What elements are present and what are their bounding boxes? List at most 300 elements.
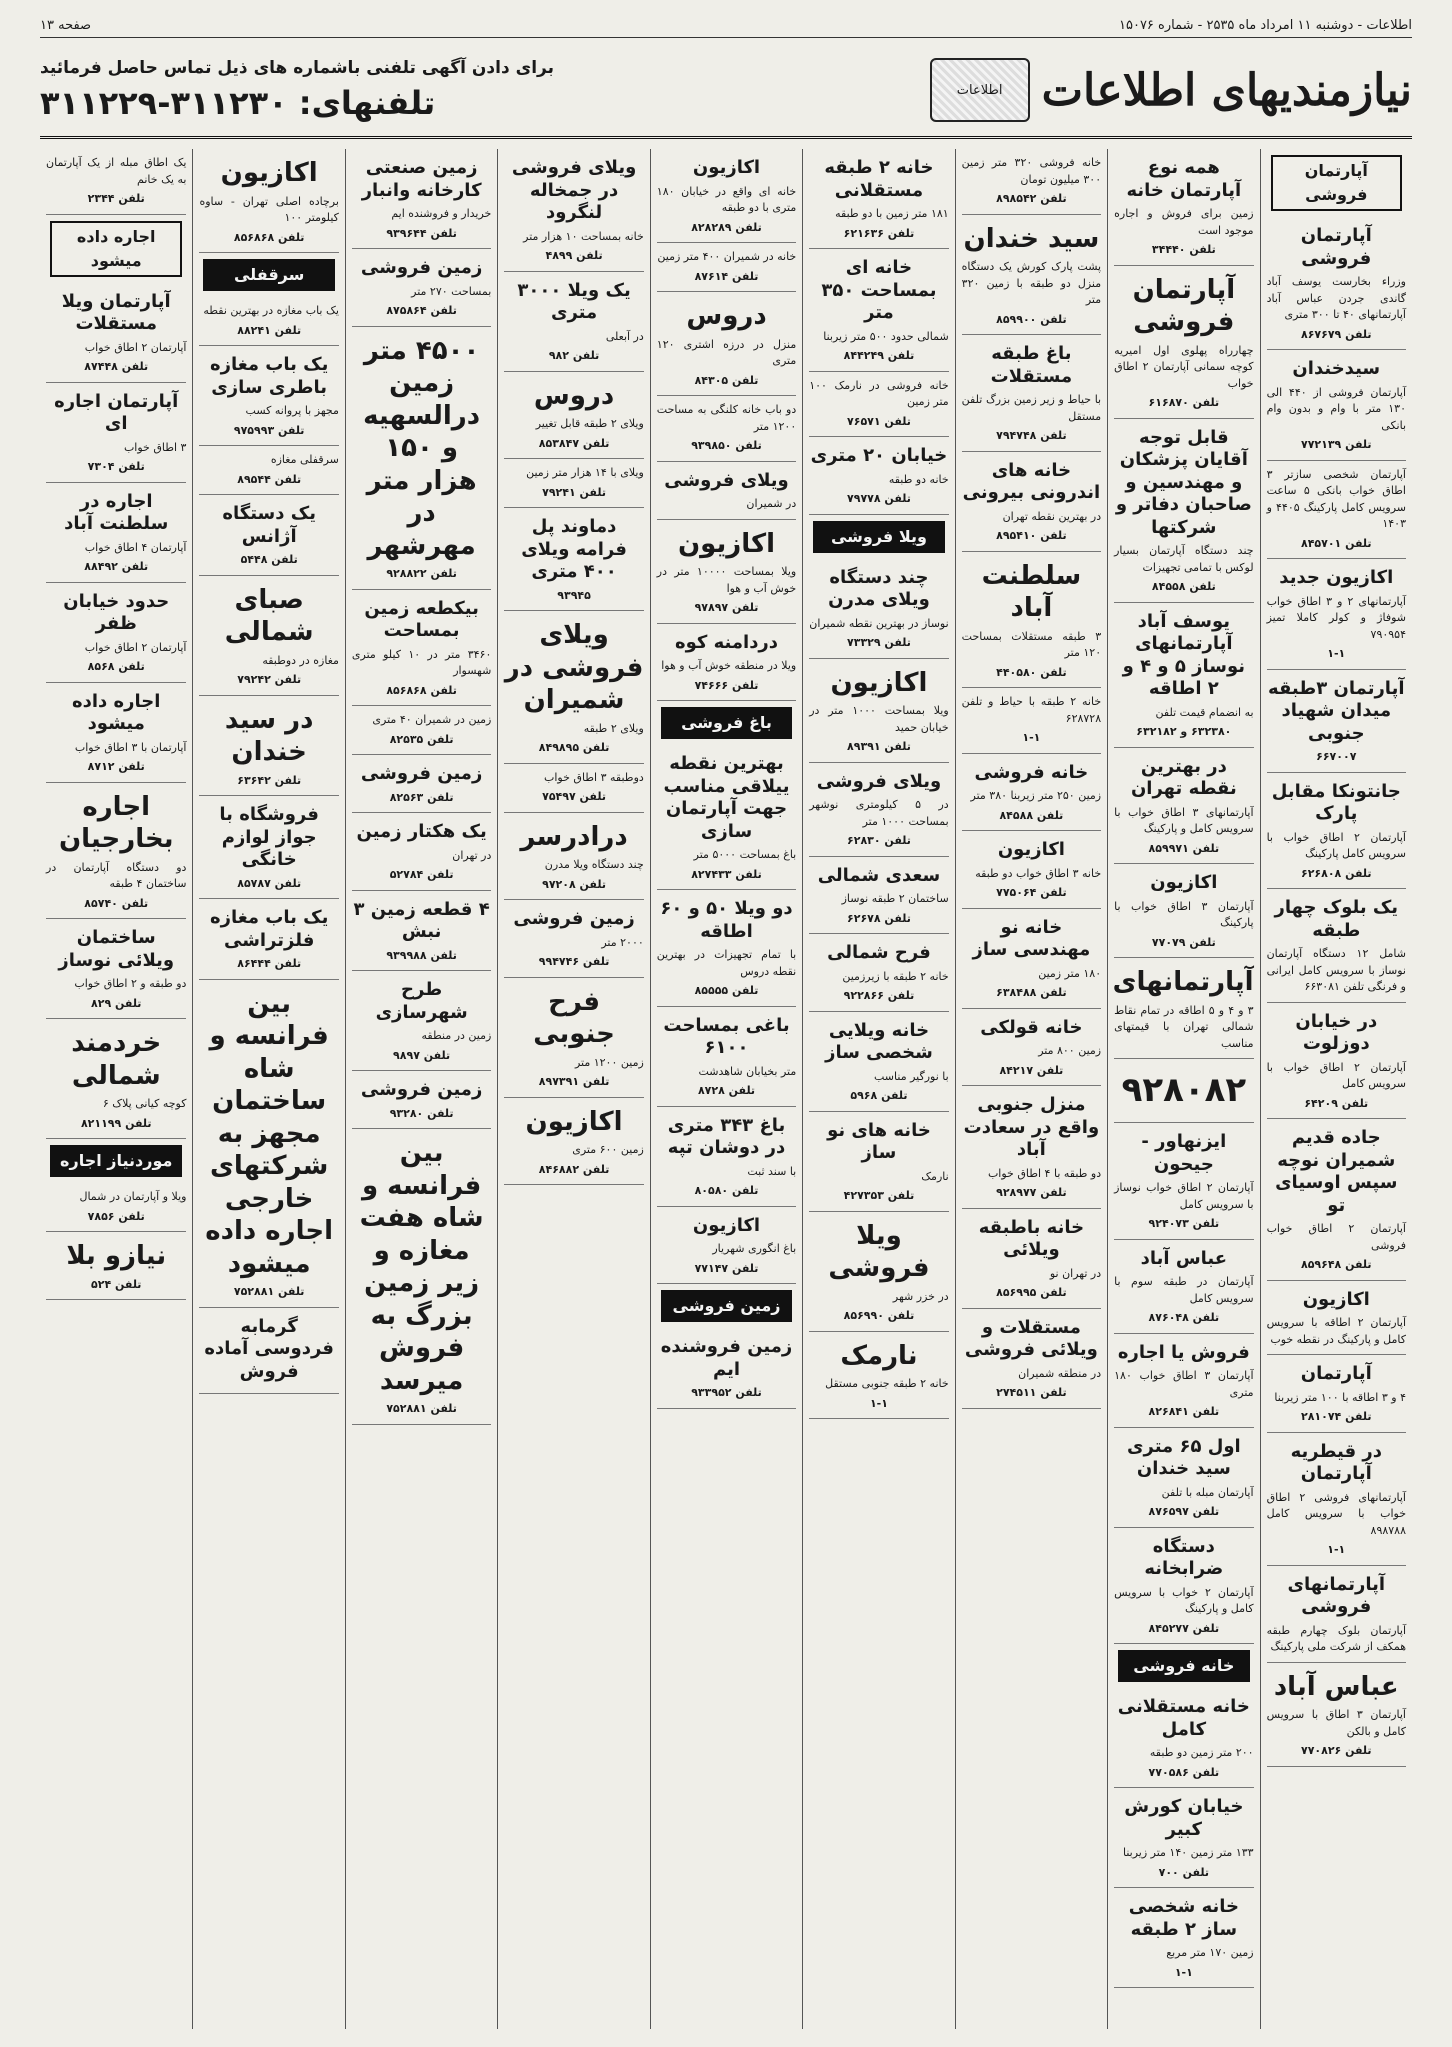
ad-body: شامل ۱۲ دستگاه آپارتمان نوساز با سرویس کامل ایرانی و فرنگی تلفن ۶۶۳۰۸۱ [1266,947,1407,993]
ad-headline: دروس [686,301,767,331]
ad-phone: تلفن ۹۳۹۹۸۸ [386,948,457,962]
ad-body: ۳ طبقه مستقلات بمساحت ۱۲۰ متر [961,629,1102,659]
ad-headline: اکازیون جدید [1279,567,1394,588]
classified-ad [504,508,643,611]
ad-body: وزراء بخارست یوسف آباد گاندی جردن عباس آباد آپارتمانهای ۴۰ تا ۳۰۰ متری [1266,275,1406,321]
classified-ad [809,934,948,1012]
ad-body: خانه ای واقع در خیابان ۱۸۰ متری با دو طبقه [656,184,797,214]
ad-phone: تلفن ۸۷۵۸۶۴ [386,304,457,317]
classified-ad [809,1112,948,1212]
ad-body: آپارتمان مبله با تلفن [1161,1485,1254,1499]
ad-phone: ۹۳۹۴۵ [557,588,591,602]
masthead-phones [40,58,554,122]
ad-phone: تلفن ۶۱۶۸۷۰ [1148,396,1220,409]
classified-ad [657,462,796,520]
classified-ad [962,215,1101,336]
ad-headline: خانه شخصی ساز ۲ طبقه [1128,1896,1239,1940]
ad-headline: حدود خیابان ظفر [63,590,170,634]
ad-body: آپارتمان در طبقه سوم با سرویس کامل [1114,1275,1254,1305]
ad-headline: بین فرانسه و شاه هفت مغازه و زیر زمین بزرگ به فروش میرسد [359,1138,484,1396]
ad-body: آپارتمان ۲ اطاق خواب [84,340,187,354]
section-header: آپارتمان فروشی [1271,155,1402,211]
section-header: اجاره داده میشود [50,221,182,277]
ad-phone: تلفن ۸۹۳۹۱ [847,740,911,753]
classified-ad [1114,266,1253,419]
classified-ad [352,590,491,707]
ad-body: ۱۸۱ متر زمین با دو طبقه [835,207,949,220]
classified-ad [46,919,186,1019]
ad-phone: تلفن ۲۸۱۰۷۴ [1300,1410,1372,1423]
ad-phone: تلفن ۷۳۳۲۹ [847,636,911,649]
ad-headline: ۴۵۰۰ متر زمین درالسهیه و ۱۵۰ هزار متر در مهرشهر [363,335,481,561]
ad-phone: تلفن ۷۳۰۴ [87,460,145,473]
ad-body: در تهران [452,848,492,862]
ad-phone: تلفن ۸۴۲۱۷ [999,1063,1064,1077]
ad-headline: خانه نو مهندسی ساز [972,916,1091,960]
classified-ad [962,335,1101,452]
classified-ad [1267,350,1406,461]
classified-ad [809,659,948,763]
classified-ad [1267,773,1406,890]
classified-ad [199,796,338,899]
ad-body: آپارتمان با ۳ اطاق خواب [74,740,187,754]
classified-ad [1114,864,1253,958]
classified-ad [657,243,796,292]
ad-phone: تلفن ۸۹۸۵۴۲ [996,192,1067,205]
classified-ad [809,1212,948,1332]
classified-ad [352,706,491,755]
classified-ad [809,372,948,438]
ad-headline: جاده قدیم شمیران نوچه سپس اوسیای تو [1275,1127,1398,1216]
ad-phone: تلفن ۸۴۵۸۸ [999,808,1064,822]
ad-phone: تلفن ۶۲۸۳۰ [847,834,911,847]
ad-phone: تلفن ۸۵۹۹۰۰ [996,312,1067,326]
ad-headline: فرح جنوبی [533,986,615,1049]
ad-column [1107,149,1259,2029]
ad-columns [40,149,1412,2029]
ad-headline: ۴ قطعه زمین ۳ نبش [353,898,490,942]
classified-ad [809,559,948,659]
ad-headline: قابل توجه آقایان پزشکان و مهندسین و صاحبان دفاتر و شرکتها [1115,426,1252,538]
classified-ad [1267,217,1406,350]
classified-ad [46,1232,186,1300]
classified-ad [199,1308,338,1395]
ad-phone: تلفن ۶۳۸۴۸۸ [996,986,1067,999]
ad-phone: ۱-۱ [1327,1543,1346,1556]
classified-ad [504,611,643,764]
ad-phone: تلفن ۸۲۶۸۴۱ [1148,1405,1220,1418]
ad-phone: تلفن ۷۵۲۸۸۱ [386,1402,457,1415]
ad-headline: بهترین نقطه ییلاقی مناسب جهت آپارتمان سازی [663,753,790,842]
classified-ad [199,980,338,1308]
ad-headline: یک دستگاه آژانس [222,503,316,547]
classified-ad [504,900,643,978]
classified-ad [1114,603,1253,748]
ad-headline: جانتونکا مقابل پارک [1271,780,1401,824]
ad-body: ۳۴۶۰ متر در ۱۰ کیلو متری شهسوار [351,647,492,677]
classified-ad [1114,1888,1253,1988]
ad-column [192,149,344,2029]
ad-headline: باغ ۳۴۳ متری در دوشان تپه [667,1114,786,1158]
ad-body: در منطقه شمیران [1018,1366,1102,1380]
ad-body: در شمیران [746,497,797,510]
classified-ad [962,831,1101,909]
ad-body: خانه فروشی در نارمک ۱۰۰ متر زمین [809,378,949,408]
classified-ad [352,1071,491,1129]
ad-headline: اکازیون [677,528,776,559]
ad-phone: تلفن ۹۳۲۸۰ [389,1106,454,1120]
ad-headline: اکازیون [1150,872,1218,893]
ad-body: متر بخیابان شاهدشت [698,1064,797,1078]
ad-phone: تلفن ۸۲۱۱۹۹ [80,1116,152,1130]
ad-phone: تلفن ۹۷۵۹۹۳ [233,423,305,437]
classified-ad [1267,1281,1406,1356]
ad-body: دو طبقه با ۴ اطاق خواب [987,1166,1102,1180]
ad-body: زمین ۶۰۰ متری [572,1143,644,1156]
ad-phone: تلفن ۷۷۵۰۶۴ [996,886,1067,899]
ad-body: سرقفلی مغازه [270,453,339,466]
classified-ad [809,1332,948,1420]
ad-body: به انضمام قیمت تلفن [1155,705,1254,719]
ad-phone: تلفن ۷۷۰۸۲۶ [1300,1744,1372,1757]
ad-phone: تلفن ۸۲۷۴۳۳ [691,867,762,881]
page-top-bar [40,18,1412,38]
ad-phone: تلفن ۸۴۹۸۹۵ [538,741,610,754]
ad-headline: خانه باطبقه ویلائی [978,1216,1085,1260]
ad-body: با حیاط و زیر زمین بزرگ تلفن مستقل [961,393,1102,423]
ad-body: ویلا بمساحت ۱۰۰۰۰ متر در خوش آب و هوا [656,565,797,595]
ad-phone: ۶۶۷۰۰۷ [1316,750,1357,763]
ad-headline: اکازیون [1302,1288,1370,1310]
ad-headline: اجاره در سلطنت آباد [64,490,169,534]
ad-headline: آپارتمان ۳طبقه میدان شهیاد جنوبی [1268,677,1405,744]
ad-headline: زمین فروشی [360,1079,483,1100]
ad-headline: یک ویلا ۳۰۰۰ متری [517,279,631,323]
classified-ad [657,520,796,624]
ad-headline: اکازیون [692,157,761,178]
ad-phone: تلفن ۸۲۹ [91,996,142,1010]
ad-body: با نورگیر مناسب [874,1069,949,1083]
classified-ad [1114,1788,1253,1888]
classified-ad [199,576,338,696]
ad-body: ۱۸۰ متر زمین [1038,966,1102,980]
ad-headline: آپارتمان فروشی [1300,225,1372,269]
ad-body: دو باب خانه کلنگی به مساحت ۱۲۰۰ متر [656,403,797,433]
ad-column [345,149,497,2029]
ad-body: خانه ۲ طبقه با زیرزمین [842,969,949,983]
ad-headline: عباس آباد [1140,1247,1228,1269]
ad-body: خانه فروشی ۳۲۰ متر زمین ۳۰۰ میلیون تومان [961,156,1102,186]
ad-phone: تلفن ۹۳۳۹۵۲ [691,1386,762,1399]
ad-body: دو طبقه و ۲ اطاق خواب [74,977,187,990]
ad-phone: ۱-۱ [1022,731,1041,744]
ad-headline: یک بلوک چهار طبقه [1274,897,1399,941]
ad-phone: تلفن ۸۵۹۶۴۸ [1300,1258,1372,1271]
ad-body: ویلای با ۱۴ هزار متر زمین [526,466,644,479]
issue-info: اطلاعات - دوشنبه ۱۱ امرداد ماه ۲۵۳۵ - شماره ۱۵۰۷۶ [1119,18,1412,33]
ad-phone: تلفن ۶۴۲۰۹ [1304,1096,1369,1110]
ad-body: آپارتمان شخصی سازتر ۳ اطاق خواب بانکی ۵ ساعت سرویس کامل پارکینگ ۴۴۰۵ و ۱۴۰۳ [1266,467,1406,530]
ad-phone: تلفن ۸۹۵۴۴ [237,472,302,486]
ad-phone: تلفن ۸۷۲۸ [697,1084,756,1097]
ad-headline: فرح شمالی [827,942,931,963]
ad-headline: دو ویلا ۵۰ و ۶۰ اطاقه [660,898,793,942]
ad-phone: تلفن ۶۲۱۶۳۶ [843,226,915,240]
classified-ad [504,978,643,1098]
ad-body: ساختمان ۲ طبقه نوساز [841,892,949,905]
ad-body: آپارتمانهای فروشی ۲ اطاق خواب با سرویس کامل ۸۹۸۷۸۸ [1266,1490,1406,1537]
ad-body: خانه ۲ طبقه با حیاط و تلفن ۶۲۸۷۲۸ [961,695,1102,725]
classified-ad [352,971,491,1071]
ad-headline: مستقلات و ویلائی فروشی [964,1316,1098,1360]
ad-phone: تلفن ۹۹۴۷۴۶ [538,955,610,968]
classified-ad [46,783,186,920]
section-header: خانه فروشی [1118,1650,1249,1682]
ad-body: باغ بمساحت ۵۰۰۰ متر [693,848,797,861]
classified-ad [1267,1663,1406,1767]
classified-ad [46,583,186,683]
ad-phone: تلفن ۷۶۵۷۱ [847,414,911,428]
classified-ad [657,396,796,462]
ad-body: چند دستگاه ویلا مدرن [544,858,644,871]
ad-body: ویلا و آپارتمان در شمال [79,1190,187,1203]
section-header: زمین فروشی [661,1290,792,1322]
section-header: باغ فروشی [661,707,792,739]
ad-phone: تلفن ۶۲۶۷۸ [847,911,911,925]
ad-body: زمین برای فروش و اجاره موجود است [1114,207,1254,237]
ad-body: آپارتمان ۲ اطاقه با سرویس کامل و پارکینگ در نقطه خوب [1266,1316,1406,1346]
classified-ad [1114,958,1253,1059]
ad-body: زمین ۱۲۰۰ متر [574,1055,644,1069]
ad-phone: تلفن ۸۴۳۰۵ [694,373,759,387]
ad-body: برچاده اصلی تهران - ساوه کیلومتر ۱۰۰ [199,194,339,224]
ad-headline: زمین فروشی [513,908,635,929]
ad-body: خانه در شمیران ۴۰۰ متر زمین [657,250,797,263]
ad-phone: تلفن ۶۳۶۴۲ [237,773,302,787]
ad-headline: عباس آباد [1273,1671,1399,1702]
ad-headline: بین فرانسه و شاه ساختمان مجهز به شرکتهای خارجی اجاره داده میشود [205,988,334,1279]
masthead-logo [930,58,1412,122]
ad-phone: تلفن ۸۹۷۳۹۱ [538,1075,610,1088]
classified-ad [809,149,948,249]
classified-ad [1267,1355,1406,1433]
classified-ad [1114,1528,1253,1645]
ad-phone: تلفن ۸۷۶۰۴۸ [1148,1311,1220,1324]
ad-body: ۱۳۳ متر زمین ۱۴۰ متر زیربنا [1122,1846,1254,1859]
ad-headline: یوسف آباد آپارتمانهای نوساز ۵ و ۴ و ۲ اطاقه [1122,610,1246,699]
ad-headline: یک باب مغازه باطری سازی [209,354,329,398]
ad-headline: خانه مستقلانی کامل [1117,1696,1250,1740]
ad-headline: خانه های نو ساز [827,1119,931,1163]
ad-headline: دماوند پل فرامه ویلای ۴۰۰ متری [521,516,627,582]
classified-ad [46,1019,186,1139]
section-header: ویلا فروشی [813,521,944,553]
ad-column [1260,149,1412,2029]
ad-headline: خانه های اندرونی بیرونی [962,459,1101,503]
ad-body: آپارتمان ۲ اطاق خواب با سرویس کامل [1266,1060,1406,1090]
ad-headline: زمین فروشی [360,257,483,278]
classified-ad [809,249,948,372]
ad-body: منزل در درزه اشتری ۱۲۰ متری [656,337,797,367]
classified-ad [1114,149,1253,266]
ad-body: آپارتمان ۲ اطاق خواب نوساز با سرویس کامل [1114,1181,1254,1211]
ad-phone: تلفن ۸۶۷۶۷۹ [1300,327,1372,341]
ad-body: زمین ۱۷۰ متر مربع [1166,1946,1254,1959]
ad-body: مجهز با پروانه کسب [245,404,339,417]
classified-ad [657,745,796,890]
ad-body: در خزر شهر [892,1289,949,1303]
ad-phone: ۱-۱ [1174,1965,1193,1979]
ad-phone: تلفن ۹۲۸۸۲۲ [386,567,457,580]
ad-body: خریدار و فروشنده ایم [391,207,492,220]
classified-ad [504,813,643,901]
emblem-icon: اطلاعات [930,58,1030,122]
ad-phone: تلفن ۷۴۶۶۶ [694,678,759,692]
masthead-title: نیازمندیهای اطلاعات [1041,64,1412,116]
ad-phone: تلفن ۷۷۱۴۷ [694,1261,759,1275]
classified-ad [657,1207,796,1285]
ad-headline: یک باب مغازه فلزتراشی [209,907,329,951]
classified-ad [504,372,643,460]
ad-phone: تلفن ۷۷۲۱۳۹ [1300,438,1372,451]
ad-headline: خانه ویلایی شخصی ساز [825,1019,933,1063]
classified-ad [657,890,796,1007]
ad-phone: تلفن ۸۷۱۲ [87,760,145,773]
ad-headline: گرمابه فردوسی آماده فروش [204,1315,334,1382]
ad-phone: تلفن ۸۷۴۴۸ [84,360,149,373]
ad-phone: تلفن ۵۴۴۸ [240,553,298,566]
classified-ad [504,764,643,813]
ad-body: آپارتمان ۳ اطاق با سرویس کامل و بالکن [1266,1708,1406,1738]
ad-headline: طرح شهرسازی [375,979,468,1023]
ad-phone: تلفن ۷۹۲۴۲ [237,673,302,686]
ad-headline: ایزنهاور - جیحون [1141,1131,1227,1175]
classified-ad [962,552,1101,689]
phone-note: برای دادن آگهی تلفنی باشماره های ذیل تماس حاصل فرمائید [40,58,554,78]
classified-ad [657,1328,796,1409]
ad-headline: اجاره داده میشود [72,690,161,734]
ad-column [802,149,954,2029]
ad-body: ویلا بمساحت ۱۰۰۰ متر در خیابان حمید [809,704,949,734]
ad-body: دو دستگاه آپارتمان در ساختمان ۴ طبقه [46,860,187,890]
classified-ad [962,452,1101,552]
classified-ad [46,383,186,483]
ad-headline: ویلا فروشی [828,1220,930,1283]
ad-column [650,149,802,2029]
classified-ad [504,1098,643,1186]
ad-phone: تلفن ۵۲۷۸۴ [389,868,454,881]
ad-headline: ویلای فروشی [664,469,789,491]
ad-body: خانه دو طبقه [888,472,949,486]
ad-phone: تلفن ۹۸۲ [548,349,600,362]
ad-phone: تلفن ۳۴۴۴۰ [1151,243,1216,256]
ad-headline: نارمک [840,1340,918,1371]
ad-headline: زمین فروشنده ایم [660,1336,793,1380]
classified-ad [962,1086,1101,1209]
ad-body: بمساحت ۲۷۰ متر [411,284,492,298]
ad-body: با تمام تجهیزات در بهترین نقطه دروس [656,948,797,978]
ad-headline: سید خندان [963,223,1100,254]
ad-phone: تلفن ۹۷۲۰۸ [542,877,606,891]
classified-ad [46,1183,186,1232]
ad-body: در آبعلی [605,329,644,343]
ad-headline: آپارتمان اجاره ای [54,390,179,434]
ad-body: چهارراه پهلوی اول امیریه کوچه سمانی آپارتمان ۲ اطاق خواب [1114,343,1254,390]
ad-phone: تلفن ۷۹۲۴۱ [542,485,606,499]
ad-body: آپارتمان بلوک چهارم طبقه همکف از شرکت ملی پارکینگ [1266,1623,1406,1653]
classified-ad [504,149,643,272]
ad-headline: آپارتمانهای فروشی [1287,1573,1386,1617]
ad-headline: همه نوع آپارتمان خانه [1126,157,1242,201]
ad-headline: زمین فروشی [360,763,483,784]
ad-body: آپارتمان ۴ اطاق خواب [84,540,187,554]
ad-body: پشت پارک کورش یک دستگاه منزل دو طبقه با زمین ۳۲۰ متر [961,260,1102,306]
ad-phone: تلفن ۲۳۴۴ [87,192,145,205]
ad-body: ویلای ۲ طبقه قابل تغییر [535,417,644,430]
ad-phone: تلفن ۴۴۰۵۸۰ [996,665,1067,679]
ad-body: خانه بمساحت ۱۰ هزار متر [523,229,644,243]
ad-headline: دستگاه ضرابخانه [1144,1535,1224,1579]
ad-body: آپارتمان ۲ اطاق خواب [84,640,187,654]
ad-body: در تهران نو [1049,1266,1102,1280]
ad-headline: درادرسر [520,821,628,852]
ad-phone: تلفن ۵۹۶۸ [850,1089,908,1102]
ad-body: آپارتمانهای ۳ اطاق خواب با سرویس کامل و پارکینگ [1114,805,1254,835]
classified-ad [809,437,948,515]
ad-headline: دردامنه کوه [674,631,779,653]
classified-ad [46,283,186,383]
ad-body: نارمک [921,1169,949,1183]
ad-body: ویلا در منطقه خوش آب و هوا [661,659,797,672]
ad-phone: تلفن ۸۹۵۴۱۰ [996,529,1067,542]
classified-ad [809,1012,948,1112]
ad-body: زمین در منطقه [421,1029,492,1042]
classified-ad [1114,748,1253,865]
classified-ad [962,1209,1101,1309]
ad-phone: تلفن ۸۴۵۷۰۱ [1300,536,1372,550]
classified-ad [657,149,796,243]
ad-phone: تلفن ۸۸۲۴۱ [237,323,302,337]
ad-body: دوطبقه ۳ اطاق خواب [544,770,644,784]
ad-headline: اجاره بخارجیان [58,791,174,854]
classified-ad [657,1107,796,1207]
ad-phone: تلفن ۹۳۹۸۵۰ [691,439,762,452]
phone-numbers: تلفنهای: ۳۱۱۲۳۰-۳۱۱۲۲۹ [40,84,436,122]
ad-headline: باغ طبقه مستقلات [990,343,1073,387]
classified-ad [962,149,1101,215]
ad-headline: نیازو بلا [66,1241,167,1271]
ad-headline: بیکطعه زمین بمساحت [364,597,479,641]
classified-ad [352,1129,491,1425]
ad-body: خانه ۲ طبقه جنوبی مستقل [825,1377,949,1390]
section-header: سرقفلی [203,259,334,291]
ad-phone: تلفن ۹۸۹۷ [393,1048,451,1062]
ad-phone: تلفن ۴۲۷۳۵۳ [843,1189,915,1202]
ad-phone: تلفن ۸۵۶۸۶۸ [386,683,457,697]
ad-body: آپارتمان فروشی از ۴۴۰ الی ۱۳۰ متر با وام و بدون وام بانکی [1266,385,1407,432]
ad-headline: ویلای فروشی [816,770,942,792]
ad-phone: تلفن ۷۵۴۹۷ [542,790,606,803]
ad-headline: سیدخندان [1292,358,1381,379]
ad-body: ۲۰۰۰ متر [601,935,644,949]
ad-body: زمین در شمیران ۴۰ متری [372,713,492,726]
ad-phone: تلفن ۸۲۵۳۵ [389,732,454,746]
ad-phone: ۱-۱ [869,1396,888,1410]
ad-phone: تلفن ۸۶۴۴۴ [237,957,302,970]
section-header: موردنیاز اجاره [50,1145,182,1177]
ad-headline: خانه ۲ طبقه مستقلانی [824,157,934,201]
ad-headline: یک هکتار زمین [356,821,487,842]
